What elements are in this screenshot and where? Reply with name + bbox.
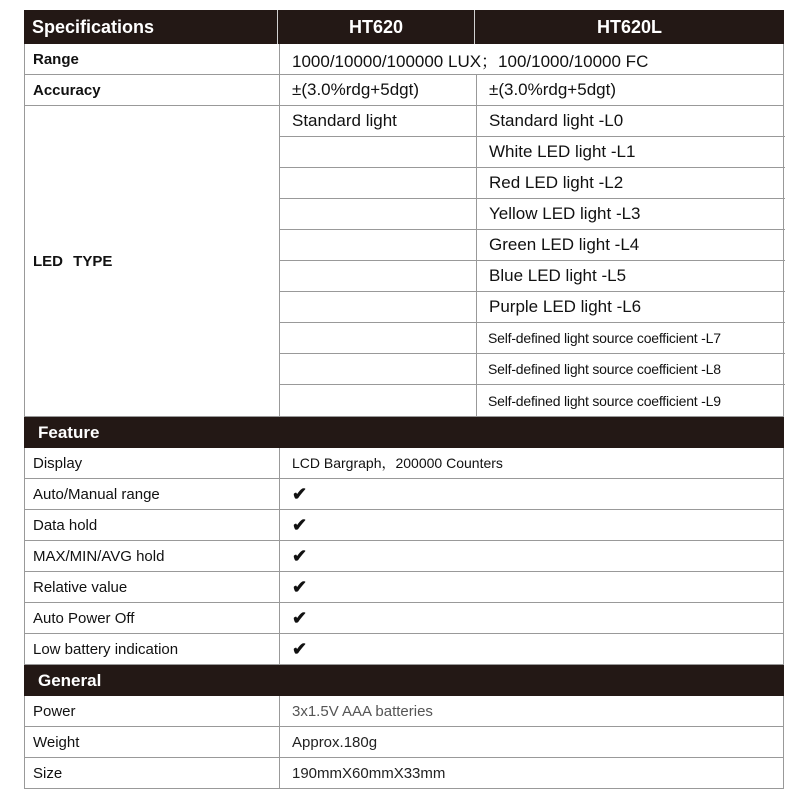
range-value: 1000/10000/100000 LUX；100/1000/10000 FC [279,44,785,74]
feature-name: Relative value [33,578,128,596]
feature-row-display [24,448,784,479]
feature-row-auto-power-off [24,603,784,634]
general-name: Size [33,764,63,782]
accuracy-value-ht620: ±(3.0%rdg+5dgt) [279,75,476,105]
spec-table [24,10,784,789]
feature-name: Data hold [33,516,98,534]
general-value: 190mmX60mmX33mm [279,758,785,788]
general-name: Power [33,702,76,720]
led-b-5: Blue LED light -L5 [476,261,785,292]
general-name: Weight [33,733,80,751]
led-b-6: Purple LED light -L6 [476,292,785,323]
feature-name: Display [33,454,83,472]
led-b-2: Red LED light -L2 [476,168,785,199]
feature-name: Low battery indication [33,640,179,658]
led-a-2 [279,168,476,199]
feature-row-relative-value [24,572,784,603]
check-icon: ✔ [279,634,785,664]
led-b-7: Self-defined light source coefficient -L7 [476,323,785,354]
range-row [24,44,784,75]
header-model-ht620l: HT620L [596,16,663,37]
check-icon: ✔ [279,541,785,571]
accuracy-value-ht620l: ±(3.0%rdg+5dgt) [476,75,785,105]
accuracy-row [24,75,784,106]
led-b-3: Yellow LED light -L3 [476,199,785,230]
led-a-0: Standard light [279,106,476,137]
led-a-6 [279,292,476,323]
feature-row-low-battery-indication [24,634,784,665]
range-label: Range [33,50,79,68]
led-type-label: LED TYPE [33,252,113,270]
feature-name: MAX/MIN/AVG hold [33,547,165,565]
led-a-5 [279,261,476,292]
feature-row-auto-manual-range [24,479,784,510]
header-model-ht620: HT620 [278,10,475,44]
led-b-0: Standard light -L0 [476,106,785,137]
accuracy-label: Accuracy [33,81,101,99]
feature-name: Auto Power Off [33,609,135,627]
check-icon: ✔ [279,572,785,602]
general-row-size [24,758,784,789]
general-value: Approx.180g [279,727,785,757]
led-a-4 [279,230,476,261]
feature-name: Auto/Manual range [33,485,160,503]
general-value: 3x1.5V AAA batteries [279,696,785,726]
led-a-7 [279,323,476,354]
led-b-4: Green LED light -L4 [476,230,785,261]
led-b-1: White LED light -L1 [476,137,785,168]
feature-section-header: Feature [24,417,784,448]
feature-row-data-hold [24,510,784,541]
led-a-8 [279,354,476,385]
led-a-1 [279,137,476,168]
led-b-8: Self-defined light source coefficient -L8 [476,354,785,385]
general-section-header: General [24,665,784,696]
check-icon: ✔ [279,603,785,633]
led-a-3 [279,199,476,230]
led-a-9 [279,385,476,416]
table-header [24,10,784,44]
check-icon: ✔ [279,479,785,509]
feature-value: LCD Bargraph，200000 Counters [279,448,785,478]
general-row-power [24,696,784,727]
feature-row-max-min-avg-hold [24,541,784,572]
led-b-9: Self-defined light source coefficient -L9 [476,385,785,416]
header-specifications: Specifications [24,10,278,44]
general-row-weight [24,727,784,758]
led-type-block [24,106,784,417]
check-icon: ✔ [279,510,785,540]
